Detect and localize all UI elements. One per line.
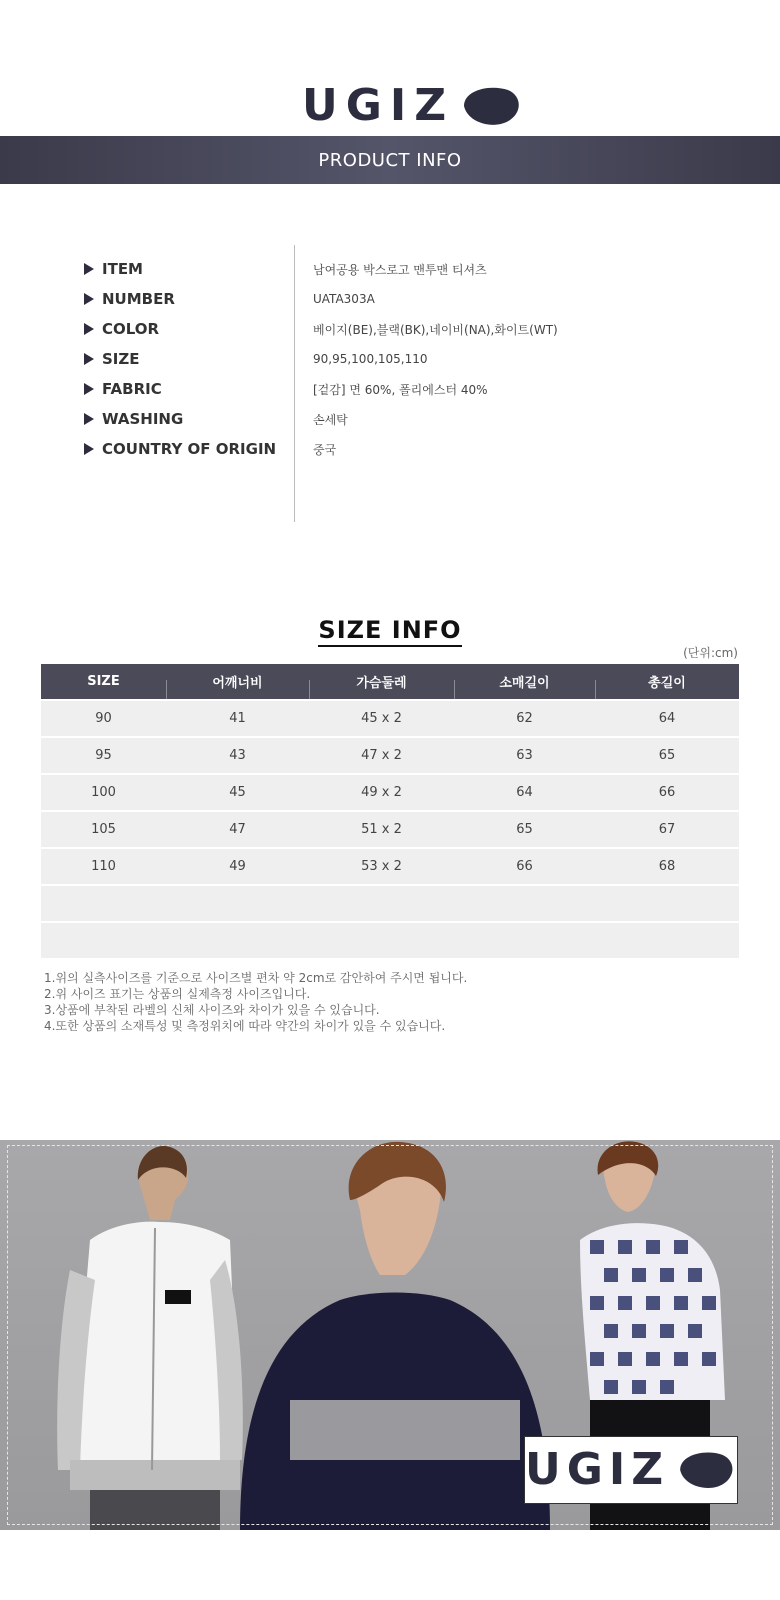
table-row (41, 701, 739, 736)
logo-leaf-icon (675, 1449, 737, 1491)
size-notes (44, 970, 467, 1034)
table-row-empty (41, 923, 739, 958)
table-cell: 51 x 2 (361, 822, 402, 837)
size-table (41, 664, 739, 960)
table-header-row (41, 664, 739, 699)
table-header-cell: 소매길이 (454, 672, 595, 691)
photo-brand-logo (524, 1436, 738, 1504)
table-cell: 43 (229, 748, 246, 763)
table-row (41, 812, 739, 847)
table-cell: 66 (658, 785, 676, 800)
info-value-origin: 중국 (313, 442, 337, 457)
table-cell: 66 (516, 859, 533, 874)
triangle-bullet-icon (84, 323, 94, 335)
note-line: 3.상품에 부착된 라벨의 신체 사이즈와 차이가 있을 수 있습니다. (44, 1003, 380, 1017)
triangle-bullet-icon (84, 413, 94, 425)
note-line: 1.위의 실측사이즈를 기준으로 사이즈별 편차 약 2cm로 감안하여 주시면 됩니다. (44, 971, 468, 985)
table-cell: 47 x 2 (361, 748, 402, 763)
photo-brand-name: UGIZ (525, 1444, 670, 1495)
table-header-cell: 총길이 (595, 672, 739, 691)
table-row (41, 738, 739, 773)
table-cell: 90 (95, 711, 112, 726)
triangle-bullet-icon (84, 293, 94, 305)
note-line: 2.위 사이즈 표기는 상품의 실제측정 사이즈입니다. (44, 987, 311, 1001)
table-cell: 63 (516, 748, 533, 763)
info-label-fabric: FABRIC (84, 374, 276, 404)
info-label-item: ITEM (84, 254, 276, 284)
table-cell: 105 (91, 822, 116, 837)
info-value-number: UATA303A (313, 292, 375, 306)
triangle-bullet-icon (84, 443, 94, 455)
info-label-number: NUMBER (84, 284, 276, 314)
table-cell: 68 (658, 859, 676, 874)
info-label-washing: WASHING (84, 404, 276, 434)
table-cell: 64 (658, 711, 676, 726)
size-info-title: SIZE INFO (0, 616, 780, 644)
table-cell: 110 (91, 859, 116, 874)
note-line: 4.또한 상품의 소재특성 및 측정위치에 따라 약간의 차이가 있을 수 있습니다. (44, 1019, 446, 1033)
table-cell: 53 x 2 (361, 859, 402, 874)
info-value-size: 90,95,100,105,110 (313, 352, 428, 366)
table-cell: 95 (95, 748, 112, 763)
info-value-fabric: [겉감] 면 60%, 폴리에스터 40% (313, 382, 488, 397)
table-cell: 49 (229, 859, 246, 874)
unit-label: (단위:cm) (683, 646, 738, 660)
table-cell: 65 (658, 748, 676, 763)
triangle-bullet-icon (84, 383, 94, 395)
table-cell: 49 x 2 (361, 785, 402, 800)
brand-name: UGIZ (302, 80, 455, 131)
table-cell: 65 (516, 822, 533, 837)
info-value-washing: 손세탁 (313, 412, 348, 427)
banner-title: PRODUCT INFO (318, 149, 462, 171)
table-cell: 45 (229, 785, 246, 800)
table-header-cell: SIZE (87, 674, 120, 689)
table-cell: 100 (91, 785, 116, 800)
table-row (41, 775, 739, 810)
table-cell: 64 (516, 785, 533, 800)
table-row (41, 849, 739, 884)
info-label-color: COLOR (84, 314, 276, 344)
table-cell: 41 (229, 711, 246, 726)
table-header-cell: 어깨너비 (166, 672, 309, 691)
info-divider (294, 245, 295, 522)
table-cell: 62 (516, 711, 533, 726)
brand-logo (302, 80, 522, 131)
triangle-bullet-icon (84, 263, 94, 275)
table-cell: 45 x 2 (361, 711, 402, 726)
table-header-cell: 가슴둘레 (309, 672, 454, 691)
info-label-origin: COUNTRY OF ORIGIN (84, 434, 276, 464)
info-label-size: SIZE (84, 344, 276, 374)
table-cell: 47 (229, 822, 246, 837)
table-cell: 67 (658, 822, 676, 837)
model-photo (0, 1140, 780, 1530)
info-value-color: 베이지(BE),블랙(BK),네이비(NA),화이트(WT) (313, 322, 558, 337)
table-row-empty (41, 886, 739, 921)
info-value-item: 남여공용 박스로고 맨투맨 티셔츠 (313, 262, 487, 277)
product-info-labels (84, 254, 276, 464)
triangle-bullet-icon (84, 353, 94, 365)
logo-leaf-icon (460, 84, 522, 128)
product-info-banner (0, 136, 780, 184)
product-info-values (313, 254, 558, 464)
